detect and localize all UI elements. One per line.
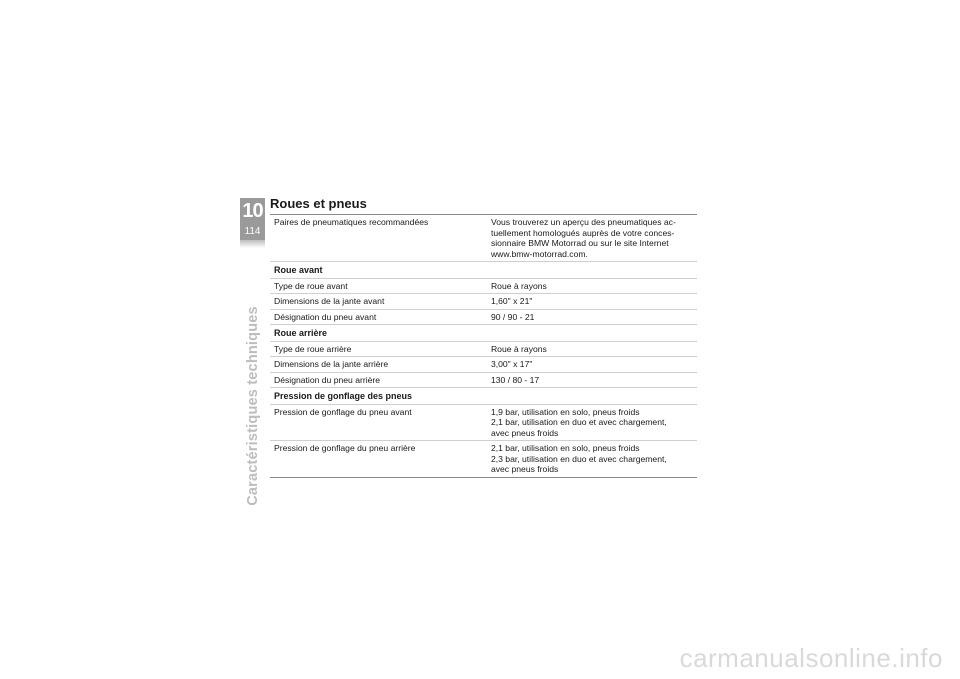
chapter-tab-fade	[240, 240, 265, 248]
row-value: 1,60" x 21"	[487, 294, 697, 310]
table-row	[270, 441, 697, 478]
subheading-row	[270, 388, 697, 405]
row-label: Type de roue avant	[270, 278, 487, 294]
table-row	[270, 215, 697, 262]
row-value: Roue à rayons	[487, 278, 697, 294]
row-value	[487, 441, 697, 478]
value-line: avec pneus froids	[490, 427, 559, 438]
row-label: Pression de gonflage du pneu avant	[270, 404, 487, 441]
row-label: Désignation du pneu arrière	[270, 372, 487, 388]
page-number: 114	[244, 226, 261, 237]
row-label: Désignation du pneu avant	[270, 309, 487, 325]
table-row	[270, 294, 697, 310]
value-line: www.bmw-motorrad.com.	[490, 248, 588, 259]
subheading-row	[270, 262, 697, 279]
value-line: avec pneus froids	[490, 464, 559, 474]
watermark: carmanualsonline.info	[679, 643, 943, 673]
subheading: Pression de gonflage des pneus	[270, 388, 697, 405]
section-title: Roues et pneus	[270, 196, 367, 211]
value-line: Vous trouverez un aperçu des pneumatiques ac-	[490, 217, 676, 227]
chapter-number: 10	[242, 200, 263, 222]
row-label: Dimensions de la jante arrière	[270, 357, 487, 373]
row-value	[487, 404, 697, 441]
chapter-side-title: Caractéristiques techniques	[245, 306, 261, 506]
table-row	[270, 372, 697, 388]
value-line: tuellement homologués auprès de votre conces-	[490, 227, 675, 238]
value-line: 2,1 bar, utilisation en duo et avec chargement,	[490, 417, 667, 427]
row-value: 90 / 90 - 21	[487, 309, 697, 325]
row-value: 130 / 80 - 17	[487, 372, 697, 388]
table-row	[270, 404, 697, 441]
row-label: Pression de gonflage du pneu arrière	[270, 441, 487, 478]
spec-table	[270, 214, 697, 478]
table-row	[270, 309, 697, 325]
value-line: 2,3 bar, utilisation en duo et avec chargement,	[490, 453, 667, 464]
row-label: Paires de pneumatiques recommandées	[270, 215, 487, 262]
table-row	[270, 278, 697, 294]
subheading: Roue arrière	[270, 325, 697, 342]
table-row	[270, 341, 697, 357]
subheading-row	[270, 325, 697, 342]
row-label: Dimensions de la jante avant	[270, 294, 487, 310]
row-value: Roue à rayons	[487, 341, 697, 357]
row-value	[487, 215, 697, 262]
value-line: 1,9 bar, utilisation en solo, pneus froids	[490, 406, 640, 417]
table-row	[270, 357, 697, 373]
row-label: Type de roue arrière	[270, 341, 487, 357]
value-line: 2,1 bar, utilisation en solo, pneus froids	[490, 443, 640, 453]
subheading: Roue avant	[270, 262, 697, 279]
row-value: 3,00" x 17"	[487, 357, 697, 373]
value-line: sionnaire BMW Motorrad ou sur le site Internet	[490, 238, 669, 248]
